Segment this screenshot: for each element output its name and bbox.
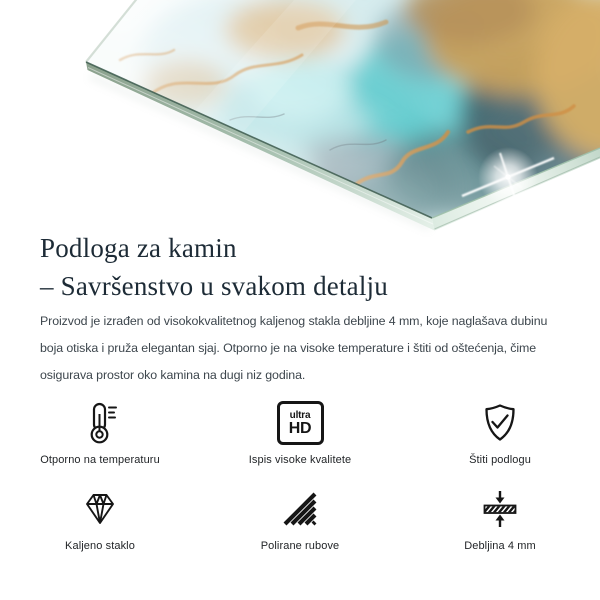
feature-polished-edges (200, 486, 400, 552)
feature-label: Štiti podlogu (469, 454, 531, 466)
product-description (40, 308, 547, 389)
feature-protection (400, 400, 600, 466)
feature-grid (0, 400, 600, 552)
feature-label: Otporno na temperaturu (40, 454, 160, 466)
thermometer-icon (80, 400, 120, 446)
description-line: osigurava prostor oko kamina na dugi niz godina. (40, 368, 306, 382)
product-hero-image (0, 0, 600, 250)
ultra-hd-badge-bottom: HD (288, 419, 312, 437)
feature-label: Polirane rubove (260, 540, 340, 552)
feature-temperature (0, 400, 200, 466)
feature-label: Debljina 4 mm (464, 540, 536, 552)
feature-tempered-glass (0, 486, 200, 552)
page-title-line1: Podloga za kamin (40, 233, 237, 263)
description-line: Proizvod je izrađen od visokokvalitetnog kaljenog stakla debljine 4 mm, koje naglašava dubinu (40, 314, 548, 328)
feature-label: Ispis visoke kvalitete (248, 454, 352, 466)
feature-print-quality (200, 400, 400, 466)
ultra-hd-icon (277, 400, 324, 446)
polished-edges-icon (281, 486, 319, 532)
feature-label: Kaljeno staklo (65, 540, 135, 552)
page-title (40, 229, 388, 305)
shield-check-icon (480, 400, 520, 446)
description-line: boja otiska i pruža elegantan sjaj. Otporno je na visoke temperature i štiti od oštećenja, čime (40, 341, 537, 355)
ultra-hd-badge-top: ultra (289, 409, 311, 421)
thickness-icon (481, 486, 519, 532)
diamond-icon (80, 486, 120, 532)
glass-panel-artwork (15, 0, 600, 250)
page-title-line2: – Savršenstvo u svakom detalju (40, 271, 388, 301)
feature-thickness (400, 486, 600, 552)
